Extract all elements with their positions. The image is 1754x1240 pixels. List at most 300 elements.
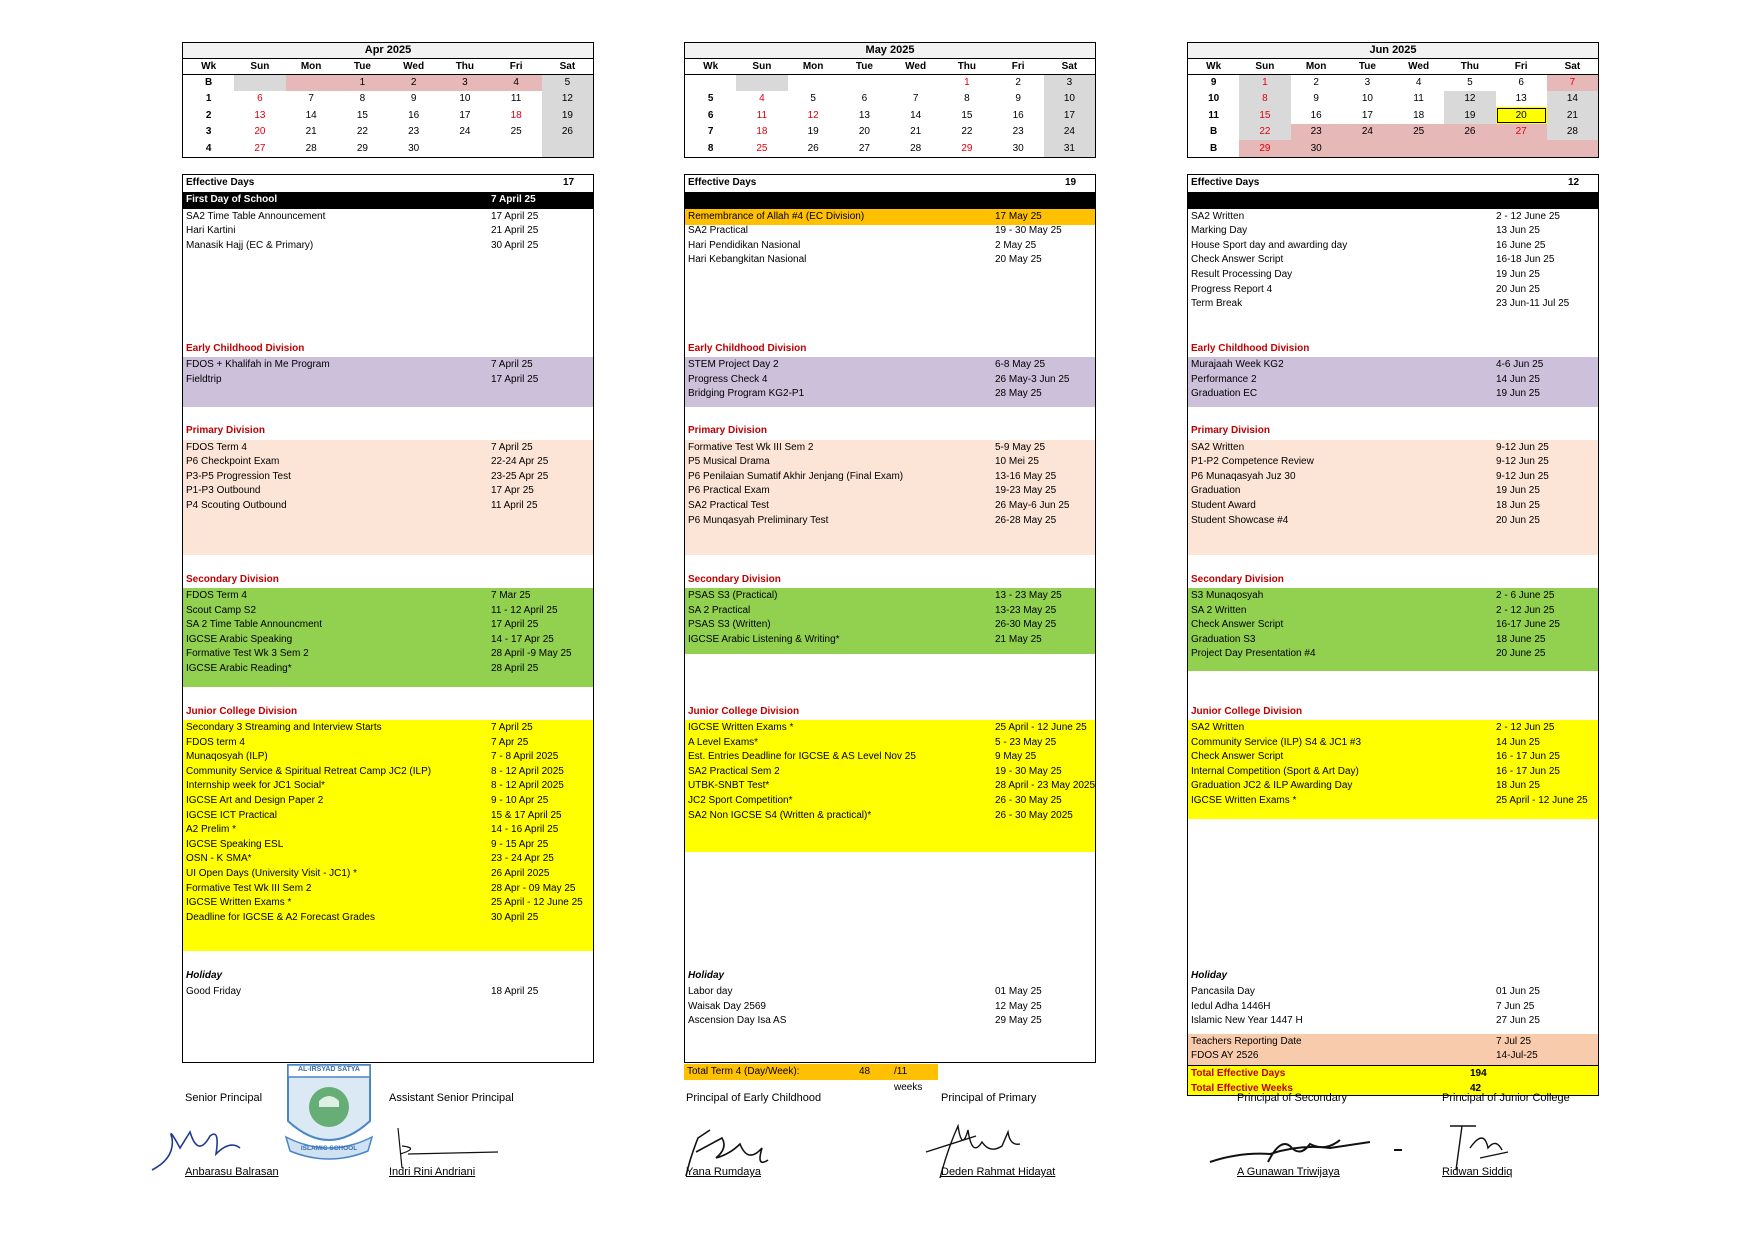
calendar-day: 3: [1044, 74, 1095, 91]
event-row: [183, 238, 593, 255]
event-date: 30 April 25: [491, 239, 539, 251]
calendar-day: 25: [510, 126, 522, 138]
calendar-day: 28: [910, 142, 922, 154]
event-row: [1188, 1013, 1598, 1030]
signature-title: Senior Principal: [185, 1092, 263, 1104]
week-number: 6: [707, 109, 714, 121]
label: Effective Days: [186, 177, 255, 188]
calendar-day: 17: [459, 109, 471, 121]
label: Effective Days: [688, 177, 757, 188]
calendar-day: 6: [257, 93, 263, 105]
calendar-day: 30: [1012, 142, 1024, 154]
event-name: SA2 Written: [1191, 210, 1245, 222]
calendar-day: 29: [961, 142, 973, 154]
event-name: SA2 Practical: [688, 225, 749, 237]
event-date: 7 - 8 April 2025: [491, 751, 559, 763]
event-date: 5-9 May 25: [995, 441, 1046, 453]
calendar-day: 13: [254, 109, 266, 121]
event-name: Formative Test Wk III Sem 2: [688, 441, 814, 453]
event-name: Performance 2: [1191, 373, 1257, 385]
calendar-day: 2: [1015, 77, 1021, 88]
weekday-header: Thu: [439, 59, 490, 74]
event-name: FDOS AY 2526: [1191, 1050, 1259, 1062]
calendar-day: 10: [1044, 91, 1095, 108]
week-number: 9: [1210, 77, 1217, 88]
event-name: A2 Prelim *: [186, 824, 237, 836]
event-date: 28 April - 23 May 2025: [995, 780, 1096, 792]
event-name: Murajaah Week KG2: [1191, 359, 1284, 370]
event-date: 17 April 25: [491, 619, 539, 631]
event-date: 26 May-6 Jun 25: [995, 499, 1070, 511]
event-name: SA2 Written: [1191, 722, 1245, 733]
event-date: 25 April - 12 June 25: [995, 722, 1087, 733]
calendar-day: 12: [1444, 91, 1495, 108]
calendar-day: 24: [1044, 124, 1095, 141]
event-name: Check Answer Script: [1191, 254, 1284, 266]
event-date: 17 Apr 25: [491, 485, 534, 497]
event-name: P1-P3 Outbound: [186, 485, 261, 497]
event-date: 19 Jun 25: [1496, 268, 1540, 280]
event-date: 22-24 Apr 25: [491, 456, 549, 468]
event-date: 7 April 25: [491, 441, 533, 453]
event-name: Ascension Day Isa AS: [688, 1015, 787, 1027]
calendar-day: 17: [1361, 109, 1373, 121]
weekday-header: Wed: [1393, 59, 1444, 74]
signature-scribbles: [150, 1118, 1620, 1180]
week-number: B: [205, 77, 213, 88]
event-row: [685, 513, 1095, 530]
weekday-header: Sun: [736, 59, 787, 74]
event-name: SA2 Practical Test: [688, 499, 769, 511]
event-date: 2 - 12 Jun 25: [1496, 604, 1555, 616]
secondary-heading: Secondary Division: [688, 573, 781, 585]
event-date: 26 May-3 Jun 25: [995, 373, 1070, 385]
event-name: Total Effective Weeks: [1191, 1082, 1293, 1094]
value: 17: [563, 177, 575, 188]
calendar-day: 25: [1393, 124, 1444, 141]
signature-icon: [1450, 1126, 1508, 1170]
calendar-day: 12: [807, 109, 819, 121]
signature-title: Assistant Senior Principal: [389, 1092, 514, 1104]
event-name: Waisak Day 2569: [688, 1000, 766, 1012]
event-name: IGCSE Arabic Listening & Writing*: [688, 633, 840, 645]
black-bar: [685, 192, 1095, 209]
calendar-day: [1342, 140, 1393, 157]
weekday-header: Wk: [183, 59, 234, 74]
event-date: 13-16 May 25: [995, 470, 1057, 482]
ec-heading: Early Childhood Division: [186, 342, 305, 354]
calendar-day: 18: [1413, 109, 1425, 121]
week-number: 10: [1208, 93, 1220, 105]
event-date: 13 Jun 25: [1496, 225, 1540, 237]
weekday-header: Sun: [1239, 59, 1290, 74]
event-name: Good Friday: [186, 986, 242, 997]
event-name: Internal Competition (Sport & Art Day): [1191, 765, 1359, 777]
signature-name: Deden Rahmat Hidayat: [941, 1166, 1056, 1178]
event-date: 01 Jun 25: [1496, 986, 1540, 997]
event-row: [183, 910, 593, 927]
total-term-bar: [684, 1064, 938, 1093]
calendar-apr: [182, 42, 594, 158]
event-name: P1-P2 Competence Review: [1191, 456, 1314, 468]
event-name: Remembrance of Allah #4 (EC Division): [688, 210, 865, 222]
event-name: Est. Entries Deadline for IGCSE & AS Level Nov 25: [688, 751, 916, 763]
event-date: 17 May 25: [995, 210, 1042, 222]
first-day-row: [183, 192, 593, 209]
event-date: 194: [1470, 1068, 1487, 1079]
event-date: 13-23 May 25: [995, 604, 1057, 616]
secondary-heading: Secondary Division: [1191, 573, 1284, 585]
calendar-day: 28: [1547, 124, 1598, 141]
event-name: UTBK-SNBT Test*: [688, 780, 770, 792]
event-row: [183, 498, 593, 515]
date: 7 April 25: [491, 194, 536, 205]
calendar-day: 23: [1291, 124, 1342, 141]
weekday-header: Mon: [788, 59, 839, 74]
weekday-header: Sat: [1547, 59, 1598, 74]
calendar-day: 9: [1015, 93, 1021, 105]
event-name: Deadline for IGCSE & A2 Forecast Grades: [186, 911, 375, 923]
event-name: Term Break: [1191, 298, 1243, 310]
calendar-day: [234, 74, 285, 91]
week-number: 4: [205, 142, 212, 154]
calendar-day: 13: [858, 109, 870, 121]
event-name: House Sport day and awarding day: [1191, 239, 1348, 251]
event-name: Project Day Presentation #4: [1191, 648, 1316, 660]
event-name: SA2 Practical Sem 2: [688, 765, 780, 777]
event-date: 14-Jul-25: [1496, 1050, 1538, 1062]
event-name: P4 Scouting Outbound: [186, 499, 287, 511]
event-name: A Level Exams*: [688, 736, 759, 748]
week-number: 2: [205, 109, 212, 121]
signature-name: Ridwan Siddiq: [1442, 1166, 1513, 1178]
signature-name: Anbarasu Balrasan: [185, 1166, 279, 1178]
weekday-header: Wed: [388, 59, 439, 74]
effective-days-row: [1188, 175, 1598, 192]
event-date: 23 - 24 Apr 25: [491, 853, 554, 865]
calendar-day: 2: [388, 74, 439, 91]
event-name: Total Effective Days: [1191, 1068, 1286, 1079]
event-row: [1188, 513, 1598, 530]
calendar-day: 15: [356, 109, 368, 121]
weekday-header: Mon: [286, 59, 337, 74]
weekday-header: Tue: [839, 59, 890, 74]
event-date: 19 - 30 May 25: [995, 225, 1062, 237]
event-name: OSN - K SMA*: [186, 853, 252, 865]
calendar-day: 8: [1239, 91, 1290, 108]
calendar-day: [788, 74, 839, 91]
weekday-header: Fri: [1496, 59, 1547, 74]
calendar-day: 20: [1496, 107, 1547, 124]
calendar-day: 14: [305, 109, 317, 121]
calendar-day: 11: [756, 109, 768, 121]
calendar-day: 20: [254, 126, 266, 138]
event-date: 19 Jun 25: [1496, 388, 1540, 400]
week-number: 11: [1208, 109, 1219, 121]
event-date: 19 Jun 25: [1496, 485, 1540, 497]
event-name: Bridging Program KG2-P1: [688, 388, 805, 400]
calendar-day: 26: [1444, 124, 1495, 141]
event-name: FDOS Term 4: [186, 441, 247, 453]
calendar-day: 13: [1515, 93, 1527, 105]
calendar-day: 29: [356, 142, 368, 154]
event-name: Internship week for JC1 Social*: [186, 780, 325, 792]
event-date: 16 - 17 Jun 25: [1496, 765, 1560, 777]
calendar-day: 1: [1239, 74, 1290, 91]
event-date: 19 - 30 May 25: [995, 765, 1062, 777]
weekday-header: Sun: [234, 59, 285, 74]
event-date: 7 Jul 25: [1496, 1035, 1532, 1047]
calendar-day: 11: [1413, 93, 1424, 105]
event-date: 21 April 25: [491, 225, 539, 237]
event-date: 20 June 25: [1496, 648, 1546, 660]
primary-heading: Primary Division: [688, 425, 767, 436]
ec-heading: Early Childhood Division: [1191, 342, 1310, 354]
calendar-day: 5: [1467, 77, 1473, 88]
calendar-may: [684, 42, 1096, 158]
event-date: 17 April 25: [491, 210, 539, 222]
event-date: 14 Jun 25: [1496, 736, 1540, 748]
event-name: Graduation JC2 & ILP Awarding Day: [1191, 780, 1353, 792]
event-date: 2 May 25: [995, 239, 1037, 251]
value: 12: [1568, 177, 1580, 188]
calendar-day: [839, 74, 890, 91]
event-date: 30 April 25: [491, 911, 539, 923]
calendar-day: 4: [491, 74, 542, 91]
week-number: B: [1210, 126, 1218, 138]
event-name: Formative Test Wk III Sem 2: [186, 882, 312, 894]
event-date: 6-8 May 25: [995, 359, 1046, 370]
calendar-day: 5: [810, 93, 816, 105]
event-date: 23-25 Apr 25: [491, 470, 549, 482]
event-date: 2 - 12 June 25: [1496, 210, 1560, 222]
calendar-day: [439, 140, 490, 157]
event-row: [685, 252, 1095, 269]
event-name: SA 2 Written: [1191, 604, 1247, 616]
event-row: [1188, 646, 1598, 663]
event-date: 28 April 25: [491, 663, 539, 674]
event-date: 18 June 25: [1496, 633, 1546, 645]
calendar-day: 25: [756, 142, 768, 154]
weekday-header: Wed: [890, 59, 941, 74]
jc-heading: Junior College Division: [186, 705, 298, 717]
events-column-apr: [182, 174, 594, 1063]
calendar-day: 27: [1496, 124, 1547, 141]
calendar-day: 18: [510, 109, 522, 121]
week-number: 1: [205, 93, 212, 105]
calendar-day: [1444, 140, 1495, 157]
event-date: 7 April 25: [491, 722, 533, 733]
calendar-day: 10: [459, 93, 471, 105]
event-name: P6 Checkpoint Exam: [186, 456, 280, 468]
event-row: [183, 372, 593, 389]
signature-name: A Gunawan Triwijaya: [1237, 1166, 1340, 1178]
event-name: Marking Day: [1191, 225, 1248, 237]
calendar-day: 16: [1310, 109, 1322, 121]
calendar-grid: [1188, 59, 1598, 157]
event-date: 25 April - 12 June 25: [491, 897, 583, 909]
calendar-day: 14: [1547, 91, 1598, 108]
event-row: [685, 808, 1095, 825]
event-name: Graduation: [1191, 485, 1241, 497]
effective-days-row: [685, 175, 1095, 192]
calendar-day: 3: [1364, 77, 1371, 88]
total-term-label: Total Term 4 (Day/Week):: [687, 1066, 800, 1077]
calendar-day: 12: [542, 91, 593, 108]
event-date: 18 April 25: [491, 986, 539, 997]
signature-icon: [398, 1128, 498, 1168]
event-name: Secondary 3 Streaming and Interview Starts: [186, 722, 382, 733]
holiday-heading: Holiday: [1191, 969, 1228, 981]
calendar-day: [736, 74, 787, 91]
logo-text-bottom: ISLAMIC SCHOOL: [300, 1145, 358, 1152]
calendar-day: [491, 140, 542, 157]
calendar-day: 26: [542, 124, 593, 141]
calendar-day: 1: [964, 77, 970, 88]
event-name: Progress Report 4: [1191, 283, 1273, 295]
event-date: 13 - 23 May 25: [995, 590, 1062, 601]
events-column-may: [684, 174, 1096, 1063]
event-date: 16 - 17 Jun 25: [1496, 751, 1560, 763]
week-number: B: [1210, 142, 1218, 154]
calendar-day: 21: [305, 126, 317, 138]
event-date: 8 - 12 April 2025: [491, 780, 564, 792]
ec-heading: Early Childhood Division: [688, 342, 807, 354]
event-date: 29 May 25: [995, 1015, 1042, 1027]
calendar-day: 2: [1313, 77, 1319, 88]
calendar-day: 10: [1361, 93, 1373, 105]
week-number: [685, 74, 736, 91]
event-name: Student Showcase #4: [1191, 514, 1289, 526]
calendar-day: 7: [308, 93, 314, 105]
event-date: 28 Apr - 09 May 25: [491, 882, 576, 894]
weekday-header: Wk: [685, 59, 736, 74]
event-name: Graduation S3: [1191, 633, 1256, 645]
event-date: 26 - 30 May 25: [995, 795, 1062, 806]
event-date: 26 April 2025: [491, 868, 550, 879]
event-date: 17 April 25: [491, 373, 539, 385]
calendar-day: 27: [858, 142, 870, 154]
event-date: 9 - 10 Apr 25: [491, 795, 549, 806]
calendar-grid: [685, 59, 1095, 157]
signature-name: Yana Rumdaya: [686, 1166, 762, 1178]
event-date: 7 Jun 25: [1496, 1000, 1535, 1012]
calendar-day: 19: [542, 107, 593, 124]
event-date: 16-17 June 25: [1496, 619, 1560, 631]
event-date: 20 May 25: [995, 254, 1042, 266]
event-row: [685, 632, 1095, 649]
event-name: S3 Munaqosyah: [1191, 590, 1264, 601]
calendar-day: 21: [1547, 107, 1598, 124]
event-name: IGCSE Arabic Reading*: [186, 663, 292, 674]
event-date: 2 - 12 Jun 25: [1496, 722, 1555, 733]
calendar-day: 4: [1415, 77, 1422, 88]
calendar-day: 8: [964, 93, 970, 105]
events-column-jun: [1187, 174, 1599, 1096]
weekday-header: Thu: [941, 59, 992, 74]
event-date: 20 Jun 25: [1496, 514, 1540, 526]
month-header: Apr 2025: [183, 43, 593, 59]
weekday-header: Mon: [1291, 59, 1342, 74]
calendar-day: 6: [1518, 77, 1524, 88]
event-date: 27 Jun 25: [1496, 1015, 1540, 1027]
signature-title: Principal of Secondary: [1237, 1092, 1348, 1104]
event-date: 28 May 25: [995, 388, 1042, 400]
week-number: 5: [707, 93, 714, 105]
event-row: [685, 386, 1095, 403]
calendar-day: 22: [1239, 124, 1290, 141]
calendar-day: 18: [756, 126, 768, 138]
event-date: 16 June 25: [1496, 239, 1546, 251]
calendar-day: 20: [858, 126, 870, 138]
event-name: FDOS Term 4: [186, 590, 247, 601]
black-bar: [1188, 192, 1598, 209]
calendar-day: [1496, 140, 1547, 157]
event-date: 9-12 Jun 25: [1496, 456, 1549, 468]
event-row: [1188, 793, 1598, 810]
event-name: Graduation EC: [1191, 388, 1258, 400]
jc-heading: Junior College Division: [1191, 705, 1303, 717]
value: 19: [1065, 177, 1077, 188]
event-date: 14 - 17 Apr 25: [491, 633, 554, 645]
label: First Day of School: [186, 194, 278, 205]
calendar-day: 8: [359, 93, 366, 105]
event-name: IGCSE Written Exams *: [688, 722, 794, 733]
label: Effective Days: [1191, 177, 1260, 188]
event-name: SA2 Non IGCSE S4 (Written & practical)*: [688, 809, 872, 821]
event-name: Formative Test Wk 3 Sem 2: [186, 648, 309, 660]
logo-text-top: AL-IRSYAD SATYA: [298, 1066, 360, 1073]
calendar-day: [1547, 140, 1598, 157]
event-name: Hari Kartini: [186, 225, 236, 237]
calendar-day: 1: [337, 74, 388, 91]
calendar-day: 26: [807, 142, 819, 154]
holiday-heading: Holiday: [688, 969, 725, 981]
event-date: 9-12 Jun 25: [1496, 441, 1549, 453]
event-date: 9-12 Jun 25: [1496, 470, 1549, 482]
event-name: IGCSE Art and Design Paper 2: [186, 795, 324, 806]
event-name: Munaqosyah (ILP): [186, 751, 268, 763]
event-name: Iedul Adha 1446H: [1191, 1000, 1271, 1012]
event-name: FDOS + Khalifah in Me Program: [186, 359, 330, 370]
event-name: Scout Camp S2: [186, 604, 257, 616]
weekday-header: Fri: [993, 59, 1044, 74]
event-name: P6 Munqasyah Preliminary Test: [688, 514, 829, 526]
event-name: Manasik Hajj (EC & Primary): [186, 239, 314, 251]
event-name: SA 2 Time Table Announcment: [186, 619, 323, 631]
event-name: UI Open Days (University Visit - JC1) *: [186, 868, 357, 879]
calendar-day: 16: [1012, 109, 1024, 121]
holiday-heading: Holiday: [186, 969, 223, 981]
event-date: 21 May 25: [995, 633, 1042, 645]
weekday-header: Thu: [1444, 59, 1495, 74]
event-date: 42: [1470, 1082, 1482, 1094]
event-date: 23 Jun-11 Jul 25: [1496, 298, 1570, 310]
primary-heading: Primary Division: [1191, 425, 1270, 436]
calendar-day: 31: [1044, 140, 1095, 157]
event-date: 7 Apr 25: [491, 736, 529, 748]
event-name: Pancasila Day: [1191, 986, 1255, 997]
calendar-day: 23: [1012, 126, 1024, 138]
calendar-day: 22: [356, 126, 368, 138]
event-name: Teachers Reporting Date: [1191, 1035, 1302, 1047]
effective-days-row: [183, 175, 593, 192]
event-name: IGCSE Written Exams *: [186, 897, 292, 909]
calendar-day: 19: [1444, 107, 1495, 124]
event-name: Check Answer Script: [1191, 751, 1284, 763]
calendar-day: [542, 140, 593, 157]
event-date: 26-28 May 25: [995, 514, 1057, 526]
